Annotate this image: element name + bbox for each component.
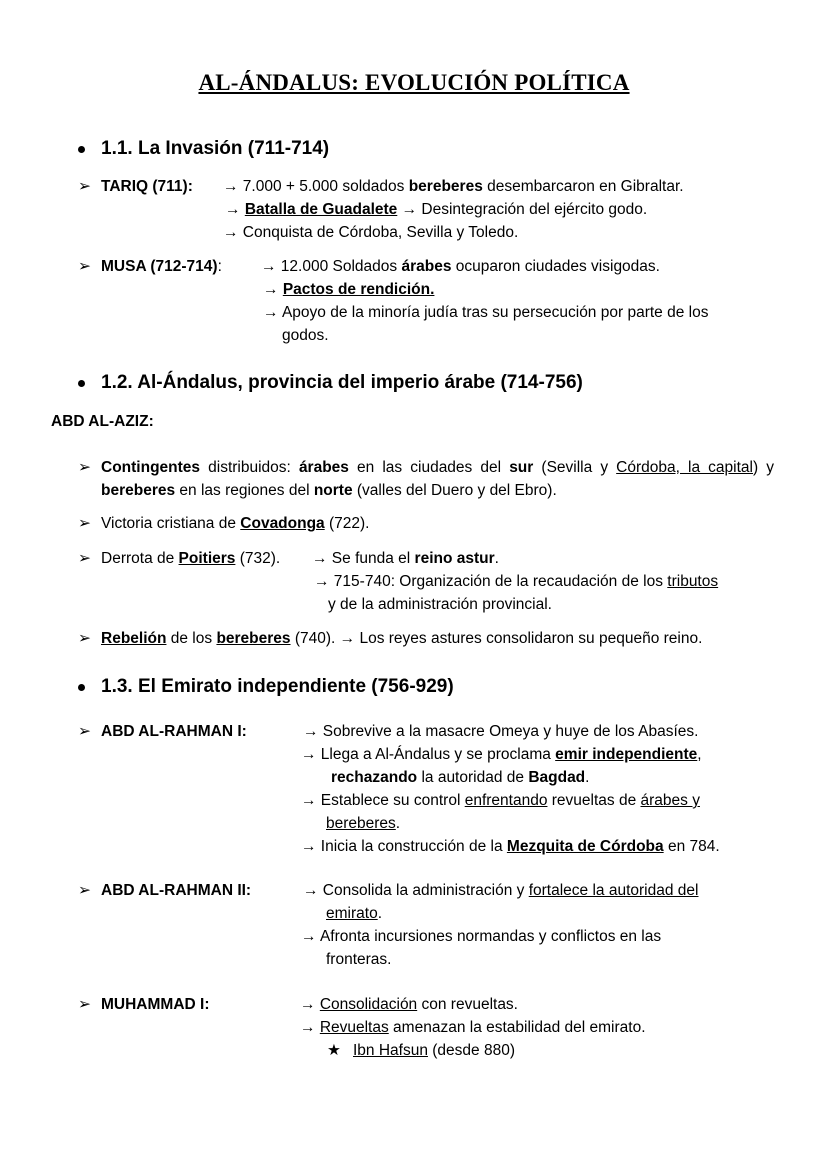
rahman-i-line-5: bereberes. bbox=[326, 815, 401, 832]
section-heading-1-3: 1.3. El Emirato independiente (756-929) bbox=[101, 676, 454, 697]
page-title: AL-ÁNDALUS: EVOLUCIÓN POLÍTICA bbox=[198, 70, 630, 95]
musa-line-4: godos. bbox=[282, 327, 329, 344]
tariq-line-3: → Conquista de Córdoba, Sevilla y Toledo. bbox=[223, 224, 519, 241]
tributos-line: → 715-740: Organización de la recaudación de los tributos bbox=[314, 573, 719, 590]
bullet-dot bbox=[78, 146, 85, 153]
bullet-arrow-icon: ➢ bbox=[78, 515, 91, 532]
rahman-ii-line-3: → Afronta incursiones normandas y conflictos en las bbox=[301, 928, 662, 945]
rebelion-line: Rebelión de los bereberes (740). → Los reyes astures consolidaron su pequeño reino. bbox=[101, 630, 703, 647]
rahman-i-line-4: → Establece su control enfrentando revueltas de árabes y bbox=[301, 792, 700, 809]
abd-al-aziz-subheading: ABD AL-AZIZ: bbox=[51, 413, 154, 430]
rahman-i-line-3: rechazando la autoridad de Bagdad. bbox=[331, 769, 590, 786]
rahman-i-line-6: → Inicia la construcción de la Mezquita de Córdoba en 784. bbox=[301, 838, 720, 855]
abd-al-rahman-i-label: ABD AL-RAHMAN I: bbox=[101, 723, 247, 740]
bullet-arrow-icon: ➢ bbox=[78, 996, 91, 1013]
bullet-arrow-icon: ➢ bbox=[78, 550, 91, 567]
musa-line-2: → Pactos de rendición. bbox=[263, 281, 435, 298]
section-heading-1-1: 1.1. La Invasión (711-714) bbox=[101, 138, 330, 159]
bullet-arrow-icon: ➢ bbox=[78, 630, 91, 647]
star-icon: ★ bbox=[327, 1042, 341, 1059]
musa-line-3: → Apoyo de la minoría judía tras su persecución por parte de los bbox=[263, 304, 709, 321]
tariq-line-1: → 7.000 + 5.000 soldados bereberes desembarcaron en Gibraltar. bbox=[223, 178, 684, 195]
bullet-arrow-icon: ➢ bbox=[78, 178, 91, 195]
bullet-dot bbox=[78, 380, 85, 387]
rahman-i-line-1: → Sobrevive a la masacre Omeya y huye de los Abasíes. bbox=[303, 723, 699, 740]
section-heading-1-2: 1.2. Al-Ándalus, provincia del imperio árabe (714-756) bbox=[101, 372, 583, 393]
muhammad-i-label: MUHAMMAD I: bbox=[101, 996, 210, 1013]
bullet-arrow-icon: ➢ bbox=[78, 882, 91, 899]
musa-line-1: → 12.000 Soldados árabes ocuparon ciudades visigodas. bbox=[261, 258, 660, 275]
musa-label: MUSA (712-714): bbox=[101, 258, 222, 275]
bullet-dot bbox=[78, 684, 85, 691]
muhammad-line-2: → Revueltas amenazan la estabilidad del emirato. bbox=[300, 1019, 646, 1036]
rahman-ii-line-1: → Consolida la administración y fortalece la autoridad del bbox=[303, 882, 699, 899]
rahman-i-line-2: → Llega a Al-Ándalus y se proclama emir independiente, bbox=[301, 746, 702, 763]
bullet-arrow-icon: ➢ bbox=[78, 723, 91, 740]
abd-al-rahman-ii-label: ABD AL-RAHMAN II: bbox=[101, 882, 252, 899]
tariq-label: TARIQ (711): bbox=[101, 178, 193, 195]
covadonga-line: Victoria cristiana de Covadonga (722). bbox=[101, 515, 370, 532]
administracion-line: y de la administración provincial. bbox=[328, 596, 552, 613]
contingentes-paragraph: Contingentes distribuidos: árabes en las ciudades del sur (Sevilla y Córdoba, la capital) y bereberes en las regiones del norte (valles del Duero y del Ebro). bbox=[101, 459, 775, 499]
muhammad-line-1: → Consolidación con revueltas. bbox=[300, 996, 518, 1013]
rahman-ii-line-4: fronteras. bbox=[326, 951, 392, 968]
rahman-ii-line-2: emirato. bbox=[326, 905, 382, 922]
tariq-line-2: → Batalla de Guadalete → Desintegración del ejército godo. bbox=[225, 201, 648, 218]
bullet-arrow-icon: ➢ bbox=[78, 258, 91, 275]
ibn-hafsun-line: Ibn Hafsun (desde 880) bbox=[353, 1042, 515, 1059]
poitiers-line: Derrota de Poitiers (732). bbox=[101, 550, 281, 567]
bullet-arrow-icon: ➢ bbox=[78, 459, 91, 476]
reino-astur-line: → Se funda el reino astur. bbox=[312, 550, 499, 567]
